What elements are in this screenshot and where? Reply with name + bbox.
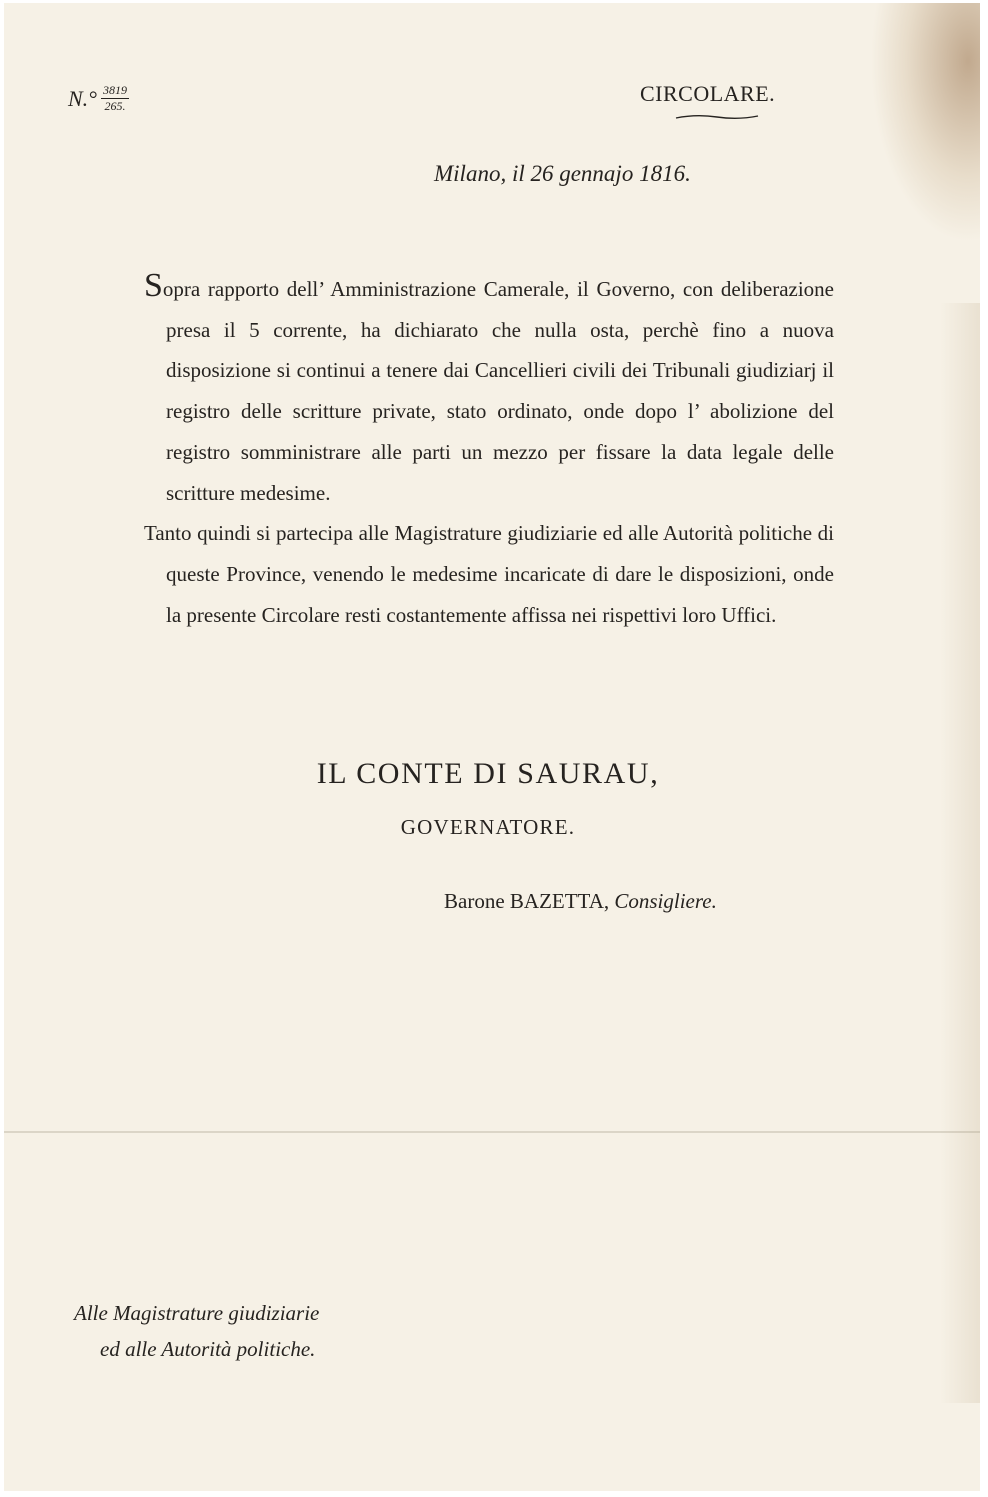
paragraph-2: Tanto quindi si partecipa alle Magistrature giudiziarie ed alle Autorità politiche di queste Province, venendo le medesime incaricate di dare le disposizioni, onde la presente Circolare resti costantemente affissa nei rispettivi loro Uffici.	[144, 521, 834, 627]
signatory-name: IL CONTE DI SAURAU,	[316, 757, 660, 790]
paragraph-initial: S	[144, 267, 163, 304]
countersign-name: BAZETTA	[509, 889, 604, 913]
addressee-line-1: Alle Magistrature giudiziarie	[74, 1301, 320, 1325]
paper-edge-shading	[940, 303, 980, 1403]
paragraph-1-text: opra rapporto dell’ Amministrazione Camerale, il Governo, con deliberazione presa il 5 corrente, ha dichiarato che nulla osta, perchè fino a nuova disposizione si continui a tenere dai Cancellieri civili dei Tribunali giudiziarj il registro delle scritture private, stato ordinato, onde dopo l’ abolizione del registro somministrare alle parti un mezzo per fissare la data legale delle scritture medesime.	[162, 277, 834, 505]
addressee-block	[74, 1295, 319, 1367]
countersign-prefix: Barone	[444, 889, 505, 913]
title-ornament	[674, 113, 760, 121]
signatory-title: GOVERNATORE.	[400, 815, 576, 839]
fold-line	[4, 1131, 980, 1133]
reference-prefix: N.°	[68, 85, 97, 111]
dateline: Milano, il 26 gennajo 1816.	[434, 161, 691, 186]
reference-denominator: 265.	[104, 99, 126, 113]
countersign-separator: ,	[603, 889, 610, 913]
paragraph-1	[144, 269, 834, 513]
reference-numerator: 3819	[102, 83, 127, 97]
reference-number	[68, 83, 129, 114]
addressee-line-2: ed alle Autorità politiche.	[100, 1337, 316, 1361]
paper-stain	[870, 3, 980, 243]
countersign-role: Consigliere.	[614, 889, 717, 913]
document-page	[4, 3, 980, 1491]
reference-fraction	[101, 83, 129, 114]
document-title: CIRCOLARE.	[640, 81, 776, 106]
countersignature	[444, 889, 717, 914]
circular-body	[144, 269, 834, 635]
